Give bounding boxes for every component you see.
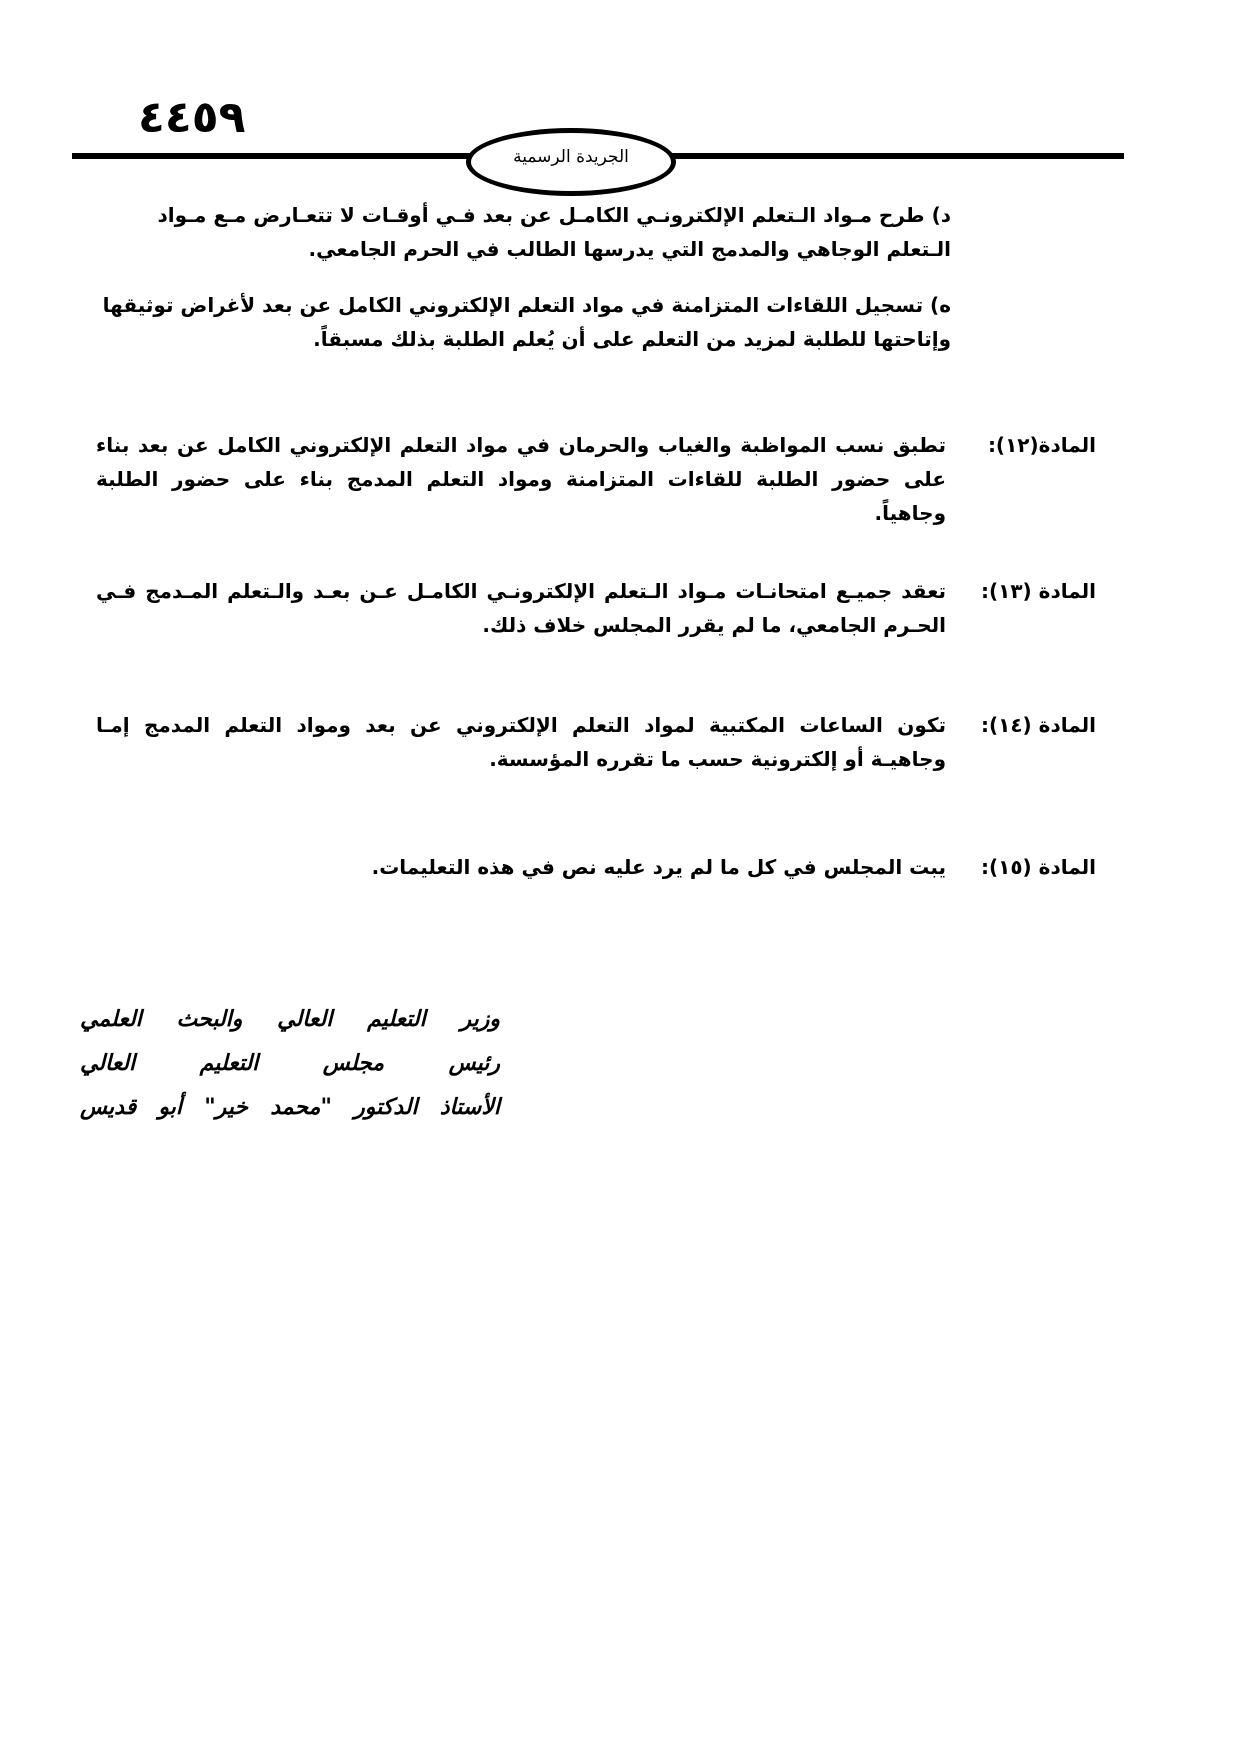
publication-oval: [466, 128, 676, 196]
article-label: المادة (١٥):: [980, 855, 1096, 879]
article-text: تكون الساعات المكتبية لمواد التعلم الإلكتروني عن بعد ومواد التعلم المدمج إمـا وجاهيـة أو إلكترونية حسب ما تقرره المؤسسة.: [96, 713, 946, 771]
item-text: تسجيل اللقاءات المتزامنة في مواد التعلم الإلكتروني الكامل عن بعد لأغراض توثيقها وإتاحتها للطلبة لمزيد من التعلم على أن يُعلم الطلبة بذلك مسبقاً.: [102, 293, 951, 351]
list-item-d: [96, 198, 951, 266]
article-label: المادة(١٢):: [987, 433, 1096, 457]
signature-title-2: رئيس مجلس التعليم العالي: [80, 1051, 500, 1076]
list-item-h: [96, 288, 951, 356]
item-marker: د): [931, 203, 951, 227]
signature-title-1: وزير التعليم العالي والبحث العلمي: [80, 1007, 500, 1032]
article-text: تطبق نسب المواظبة والغياب والحرمان في مواد التعلم الإلكتروني الكامل عن بعد بناء على حضور الطلبة للقاءات المتزامنة ومواد التعلم المدمج بناء على حضور الطلبة وجاهياً.: [96, 433, 946, 525]
publication-title: الجريدة الرسمية: [513, 147, 629, 167]
article-label: المادة (١٤):: [980, 713, 1096, 737]
page-number: ٤٤٥٩: [138, 92, 246, 143]
item-text: طرح مـواد الـتعلم الإلكترونـي الكامـل عن بعد فـي أوقـات لا تتعـارض مـع مـواد الـتعلم الوجاهي والمدمج التي يدرسها الطالب في الحرم الجامعي.: [157, 203, 951, 261]
article-label: المادة (١٣):: [980, 579, 1096, 603]
item-marker: ه): [930, 293, 951, 317]
article-text: يبت المجلس في كل ما لم يرد عليه نص في هذه التعليمات.: [371, 855, 946, 879]
article-text: تعقد جميـع امتحانـات مـواد الـتعلم الإلكترونـي الكامـل عـن بعـد والـتعلم المـدمج فـي الحـرم الجامعي، ما لم يقرر المجلس خلاف ذلك.: [96, 579, 946, 637]
signature-name: الأستاذ الدكتور "محمد خير" أبو قديس: [80, 1095, 500, 1120]
